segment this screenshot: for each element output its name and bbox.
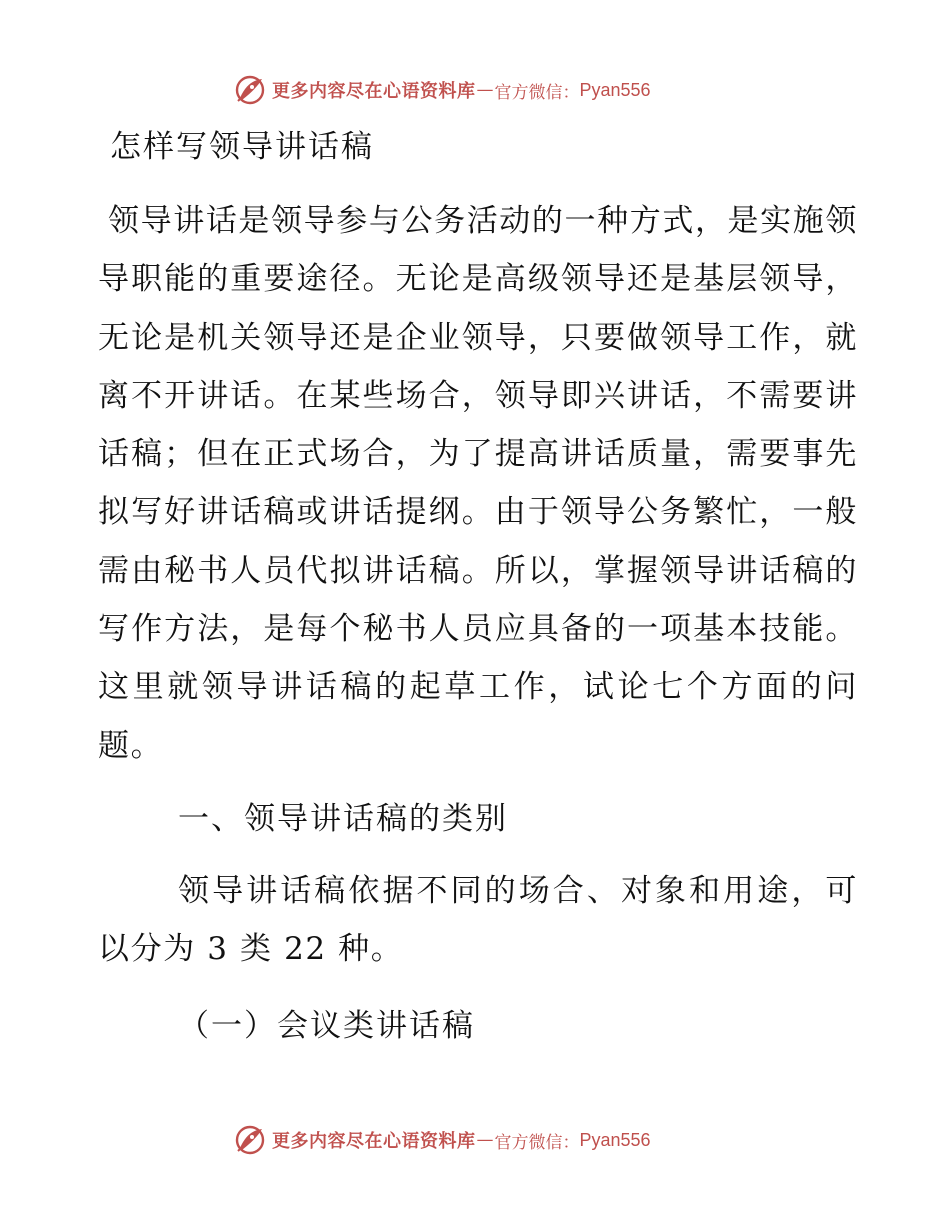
categories-paragraph: 领导讲话稿依据不同的场合、对象和用途，可以分为 3 类 22 种。: [98, 873, 858, 968]
subsection-heading-meetings: （一）会议类讲话稿: [178, 1008, 475, 1044]
banner-wechat-id: Pyan556: [579, 1129, 651, 1150]
banner-wechat-label: 官方微信：: [494, 82, 580, 103]
banner-text: 更多内容尽在心语资料库: [272, 1131, 476, 1152]
banner-wechat-id: Pyan556: [579, 79, 651, 100]
footer-banner: [234, 1122, 651, 1158]
document-title: 怎样写领导讲话稿: [110, 129, 374, 165]
banner-separator: —: [476, 80, 494, 100]
banner-separator: —: [476, 1130, 494, 1150]
banner-wechat-label: 官方微信：: [494, 1132, 580, 1153]
pen-nib-logo-icon: [234, 1124, 266, 1156]
header-banner: [234, 72, 651, 108]
section-heading-categories: 一、领导讲话稿的类别: [178, 801, 508, 837]
intro-paragraph: 领导讲话是领导参与公务活动的一种方式，是实施领导职能的重要途径。无论是高级领导还是基层领导，无论是机关领导还是企业领导，只要做领导工作，就离不开讲话。在某些场合，领导即兴讲话，不需要讲话稿；但在正式场合，为了提高讲话质量，需要事先拟写好讲话稿或讲话提纲。由于领导公务繁忙，一般需由秘书人员代拟讲话稿。所以，掌握领导讲话稿的写作方法，是每个秘书人员应具备的一项基本技能。这里就领导讲话稿的起草工作，试论七个方面的问题。: [98, 203, 858, 764]
banner-text: 更多内容尽在心语资料库: [272, 81, 476, 102]
pen-nib-logo-icon: [234, 74, 266, 106]
